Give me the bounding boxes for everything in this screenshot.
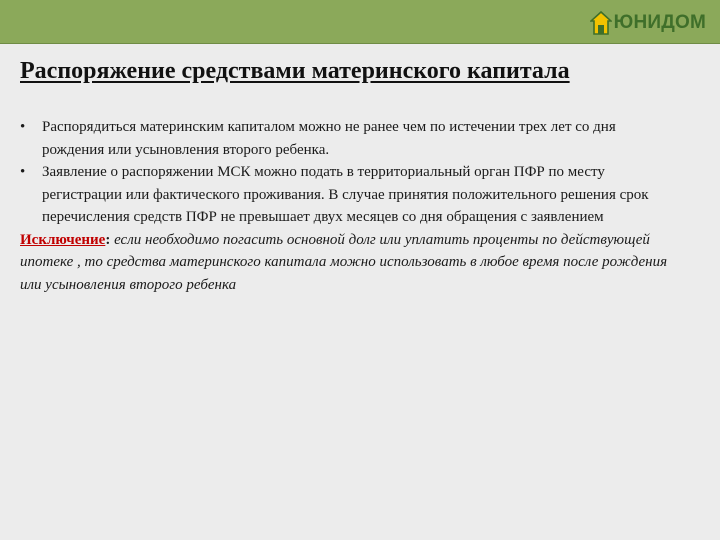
- exception-paragraph: [20, 229, 680, 297]
- bullet-item: [20, 116, 680, 161]
- exception-label: Исключение: [20, 231, 106, 248]
- page-title: Распоряжение средствами материнского капитала: [20, 58, 570, 84]
- bullet-marker: •: [20, 119, 26, 135]
- exception-colon: :: [105, 231, 111, 248]
- bullet-item: [20, 161, 680, 229]
- bullet-marker: •: [20, 164, 26, 180]
- bullet-text: Распорядиться материнским капиталом можно не ранее чем по истечении трех лет со дня рождения или усыновления второго ребенка.: [42, 119, 616, 158]
- header-bar: [0, 0, 720, 44]
- house-icon: [590, 11, 612, 35]
- logo: [590, 9, 706, 37]
- bullet-text: Заявление о распоряжении МСК можно подать в территориальный орган ПФР по месту регистрации или фактического проживания. В случае принятия положительного решения срок перечисления средств ПФР не превышает двух месяцев со дня обращения с заявлением: [42, 164, 649, 225]
- logo-text: ЮНИДОМ: [613, 12, 706, 33]
- exception-text: если необходимо погасить основной долг или уплатить проценты по действующей ипотеке , то средства материнского капитала можно использовать в любое время после рождения или усыновления второго ребенка: [20, 231, 668, 293]
- slide-body: [20, 116, 680, 296]
